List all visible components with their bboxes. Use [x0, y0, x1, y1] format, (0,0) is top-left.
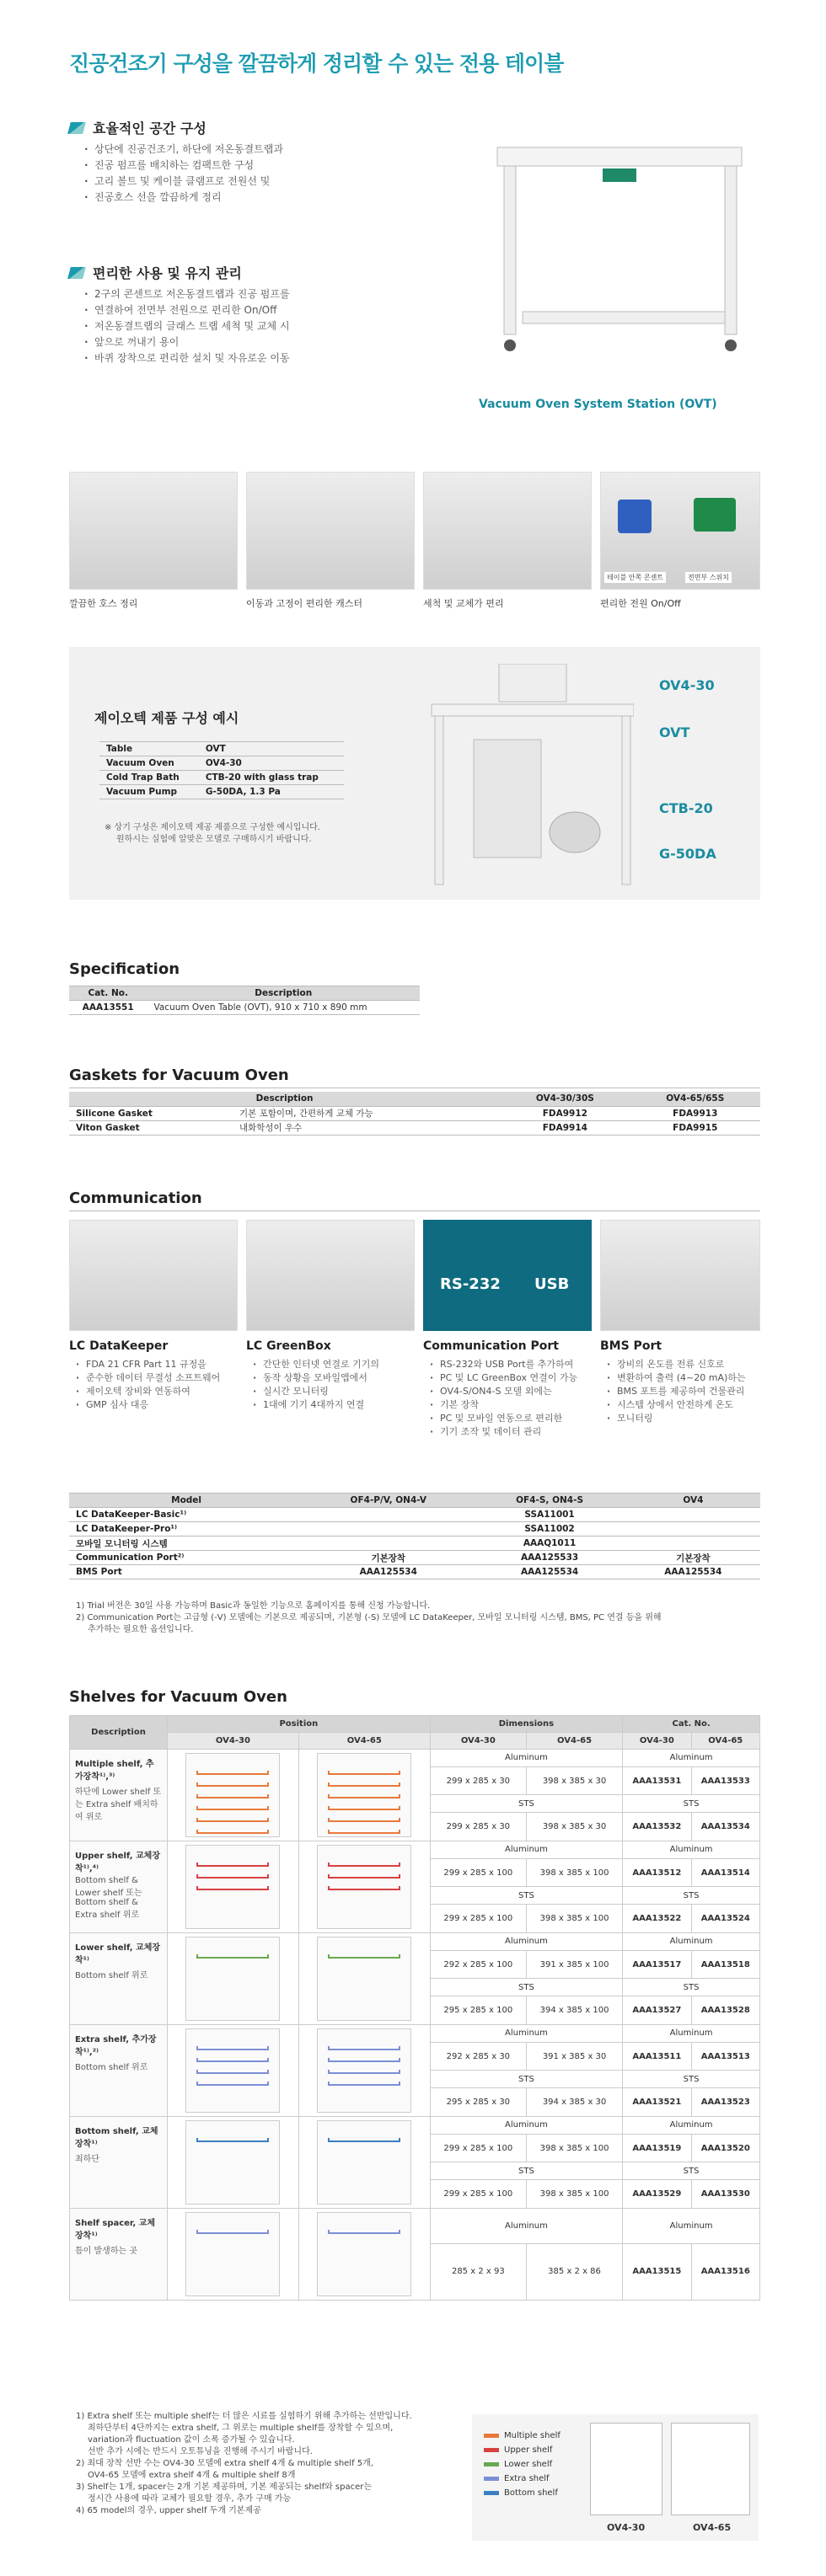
shelf-position-icon: [185, 1937, 280, 2021]
legend-oven-30: [590, 2423, 662, 2515]
config-title: 제이오텍 제품 구성 예시: [94, 710, 239, 726]
photo-label: 이동과 고정이 편리한 캐스터: [246, 598, 363, 609]
comm-item-title: LC GreenBox: [246, 1339, 331, 1353]
photo-label: 깔끔한 호스 정리: [69, 598, 138, 609]
shelf-note: OV4-65 모델에 extra shelf 4개 & multiple shelf 8개: [88, 2471, 296, 2480]
ovt-table-image: [489, 143, 750, 371]
shelf-position-icon: [185, 1845, 280, 1929]
comm-item-title: BMS Port: [600, 1339, 662, 1353]
config-label: OVT: [659, 724, 690, 740]
photo-hose: [69, 472, 238, 590]
feature-icon: [67, 267, 86, 279]
product-caption: Vacuum Oven System Station (OVT): [479, 398, 717, 411]
comm-table: Model OF4-P/V, ON4-V OF4-S, ON4-S OV4 LC DataKeeper-Basic¹⁾ SSA11001 LC DataKeeper-Pro¹⁾ SSA11002 모바일 모니터링 시스템 AAAQ1011 Communication Port²⁾ 기본장착 AAA125533 기본장착 BMS Port AAA125534 AAA125534 AAA125534: [69, 1493, 760, 1579]
shelf-note: 2) 최대 장착 선반 수는 OV4-30 모델에 extra shelf 4개 & multiple shelf 5개,: [76, 2459, 373, 2468]
shelf-position-icon: [185, 2120, 280, 2205]
feature-2-list: [84, 286, 290, 366]
bullet: · 바퀴 장착으로 편리한 설치 및 자유로운 이동: [84, 350, 290, 366]
spec-title: Specification: [69, 960, 180, 978]
shelf-position-icon: [317, 2120, 411, 2205]
legend-item: Upper shelf: [484, 2445, 560, 2455]
rs232-label: RS-232: [440, 1275, 501, 1293]
photo-label: 세척 및 교체가 편리: [423, 598, 504, 609]
comm-item-title: Communication Port: [423, 1339, 559, 1353]
legend-item: Lower shelf: [484, 2460, 560, 2469]
legend-model: OV4-65: [693, 2522, 732, 2533]
comm-title: Communication: [69, 1189, 202, 1207]
comm-list: · 간단한 인터넷 연결로 기기의 · 동작 상황을 모바일앱에서 · 실시간 모니터링 · 1대에 기기 4대까지 연결: [253, 1358, 379, 1412]
greenbox-image: [246, 1220, 415, 1331]
feature-1-list: [84, 142, 283, 206]
legend-swatch: [484, 2491, 499, 2495]
shelves-title: Shelves for Vacuum Oven: [69, 1688, 287, 1706]
shelf-note: 선반 추가 시에는 반드시 오토튜닝을 진행해 주시기 바랍니다.: [88, 2447, 313, 2456]
photo-label: 편리한 전원 On/Off: [600, 598, 681, 609]
comm-list: · FDA 21 CFR Part 11 규정을 · 준수한 데이터 무결성 소프트웨어 · 제이오텍 장비와 연동하여 · GMP 심사 대응: [76, 1358, 220, 1412]
port-image: [423, 1220, 592, 1331]
bullet: · 2구의 콘센트로 저온동결트랩과 진공 펌프를: [84, 286, 290, 302]
feature-2-title: 편리한 사용 및 유지 관리: [69, 263, 242, 282]
legend-oven-65: [671, 2423, 750, 2515]
outlet-icon: [618, 500, 652, 533]
config-label: CTB-20: [659, 800, 713, 816]
photo-sub-label: 테이블 안쪽 콘센트: [604, 572, 666, 583]
shelf-note: 3) Shelf는 1개, spacer는 2개 기본 제공하며, 기본 제공되는 shelf와 spacer는: [76, 2482, 373, 2492]
config-note: 원하시는 실험에 알맞은 모델로 구매하시기 바랍니다.: [116, 835, 312, 844]
spec-table: Cat. No. Description AAA13551 Vacuum Oven Table (OVT), 910 x 710 x 890 mm: [69, 986, 420, 1015]
config-note: ※ 상기 구성은 제이오텍 제공 제품으로 구성한 예시입니다.: [105, 823, 320, 832]
bullet-cont: · 진공호스 선을 깔끔하게 정리: [84, 190, 283, 206]
config-section: [69, 647, 760, 900]
photo-caster: [246, 472, 415, 590]
legend-swatch: [484, 2448, 499, 2452]
shelf-position-icon: [185, 1753, 280, 1837]
comm-note: 추가하는 필요한 옵션입니다.: [88, 1625, 194, 1634]
bullet-cont: · 연결하여 전면부 전원으로 편리한 On/Off: [84, 302, 290, 318]
bullet: · 고리 볼트 및 케이블 클램프로 전원선 및: [84, 174, 283, 190]
bms-image: [600, 1220, 760, 1331]
gaskets-table: Description OV4-30/30S OV4-65/65S Silicone Gasket 기본 포함이며, 간편하게 교체 가능 FDA9912 FDA9913 Viton Gasket 내화학성이 우수 FDA9914 FDA9915: [69, 1092, 760, 1136]
legend-item: Multiple shelf: [484, 2431, 560, 2440]
gaskets-title: Gaskets for Vacuum Oven: [69, 1066, 289, 1084]
legend-model: OV4-30: [607, 2522, 646, 2533]
comm-list: · RS-232와 USB Port를 추가하여 · PC 및 LC GreenBox 연결이 가능 · OV4-S/ON4-S 모델 외에는 · 기본 장착 · PC 및 모바일 연동으로 편리한 · 기기 조작 및 데이터 관리: [430, 1358, 577, 1439]
bullet-cont: · 앞으로 꺼내기 용이: [84, 334, 290, 350]
bullet: · 상단에 진공건조기, 하단에 저온동결트랩과: [84, 142, 283, 158]
shelf-note: variation과 fluctuation 값이 소폭 증가될 수 있습니다.: [88, 2435, 295, 2445]
shelves-table: Description Position Dimensions Cat. No. OV4-30 OV4-65 OV4-30 OV4-65 OV4-30 OV4-65 Multiple shelf, 추가장착¹⁾,³⁾ 하단에 Lower shelf 또는 Extra shelf 배치하여 위로 Aluminum Aluminum 299 x 285 x 30 398 x 385 x 30 AAA13531 AAA13533 STS STS 299 x 285 x 30 398 x 385 x 30 AAA13532 AAA13534 Upper shelf, 교체장착¹⁾,⁴⁾ Bottom shelf & Lower shelf 또는 Bottom shelf & Extra shelf 위로 Aluminum Aluminum 299 x 285 x 100 398 x 385 x 100 AAA13512 AAA13514 STS STS 299 x 285 x 100 398 x 385 x 100 AAA13522 AAA13524 Lower shelf, 교체장착¹⁾ Bottom shelf 위로 Aluminum Aluminum 292 x 285 x 100 391 x 385 x 100 AAA13517 AAA13518 STS STS 295 x 285 x 100 394 x 385 x 100 AAA13527 AAA13528 Extra shelf, 추가장착¹⁾,²⁾ Bottom shelf 위로 Aluminum Aluminum 292 x 285 x 30 391 x 385 x 30 AAA13511 AAA13513 STS STS 295 x 285 x 30 394 x 385 x 30 AAA13521 AAA13523 Bottom shelf, 교체장착¹⁾ 최하단 Aluminum Aluminum 299 x 285 x 100 398 x 385 x 100 AAA13519 AAA13520 STS STS 299 x 285 x 100 398 x 385 x 100 AAA13529 AAA13530 Shelf spacer, 교체장착¹⁾ 틈이 발생하는 곳 Aluminum Aluminum 285 x 2 x 93 385 x 2 x 86 AAA13515 AAA13516: [69, 1715, 760, 2301]
shelf-position-icon: [317, 2212, 411, 2296]
legend-swatch: [484, 2434, 499, 2438]
shelf-position-icon: [317, 2028, 411, 2113]
legend-swatch: [484, 2477, 499, 2481]
legend-swatch: [484, 2462, 499, 2466]
comm-note: 2) Communication Port는 고급형 (-V) 모델에는 기본으로 제공되며, 기본형 (-S) 모델에 LC DataKeeper, 모바일 모니터링 시스템, BMS, PC 연결 등을 위해: [76, 1613, 662, 1622]
shelf-note: 정시간 사용에 따라 교체가 필요할 경우, 추가 구매 가능: [88, 2494, 292, 2504]
shelf-position-icon: [317, 1845, 411, 1929]
shelf-note: 4) 65 model의 경우, upper shelf 두개 기본제공: [76, 2506, 261, 2515]
bullet: · 저온동결트랩의 글래스 트랩 세척 및 교체 시: [84, 318, 290, 334]
shelf-position-icon: [185, 2212, 280, 2296]
shelf-notes: [76, 2411, 412, 2517]
photo-cleaning: [423, 472, 592, 590]
photo-sub-label: 전면부 스위치: [685, 572, 732, 583]
config-table: Table OVT Vacuum Oven OV4-30 Cold Trap Bath CTB-20 with glass trap Vacuum Pump G-50DA, 1.3 Pa: [99, 741, 344, 799]
feature-icon: [67, 122, 86, 134]
datakeeper-image: [69, 1220, 238, 1331]
shelf-position-icon: [317, 1937, 411, 2021]
usb-label: USB: [534, 1275, 570, 1293]
comm-list: · 장비의 온도를 전류 신호로 · 변환하여 출력 (4~20 mA)하는 · BMS 포트를 제공하여 건물관리 · 시스템 상에서 안전하게 온도 · 모니터링: [607, 1358, 746, 1425]
page-title: 진공건조기 구성을 깔끔하게 정리할 수 있는 전용 테이블: [69, 51, 564, 76]
legend-item: Bottom shelf: [484, 2488, 560, 2498]
switch-icon: [694, 498, 736, 532]
config-image: [423, 664, 634, 891]
bullet-cont: · 진공 펌프를 배치하는 컴팩트한 구성: [84, 158, 283, 174]
config-label: G-50DA: [659, 846, 716, 862]
comm-note: 1) Trial 버전은 30일 사용 가능하며 Basic과 동일한 기능으로 홈페이지를 통해 신청 가능합니다.: [76, 1601, 431, 1611]
shelf-legend-box: [472, 2414, 759, 2541]
shelf-position-icon: [317, 1753, 411, 1837]
feature-1-title: 효율적인 공간 구성: [69, 118, 206, 137]
legend-item: Extra shelf: [484, 2474, 560, 2483]
config-label: OV4-30: [659, 677, 715, 693]
shelf-position-icon: [185, 2028, 280, 2113]
shelf-note: 최하단부터 4단까지는 extra shelf, 그 위로는 multiple shelf를 장착할 수 있으며,: [88, 2424, 394, 2433]
photo-power: [600, 472, 760, 590]
shelf-note: 1) Extra shelf 또는 multiple shelf는 더 많은 시료를 실험하기 위해 추가하는 선반입니다.: [76, 2412, 412, 2421]
comm-item-title: LC DataKeeper: [69, 1339, 169, 1353]
